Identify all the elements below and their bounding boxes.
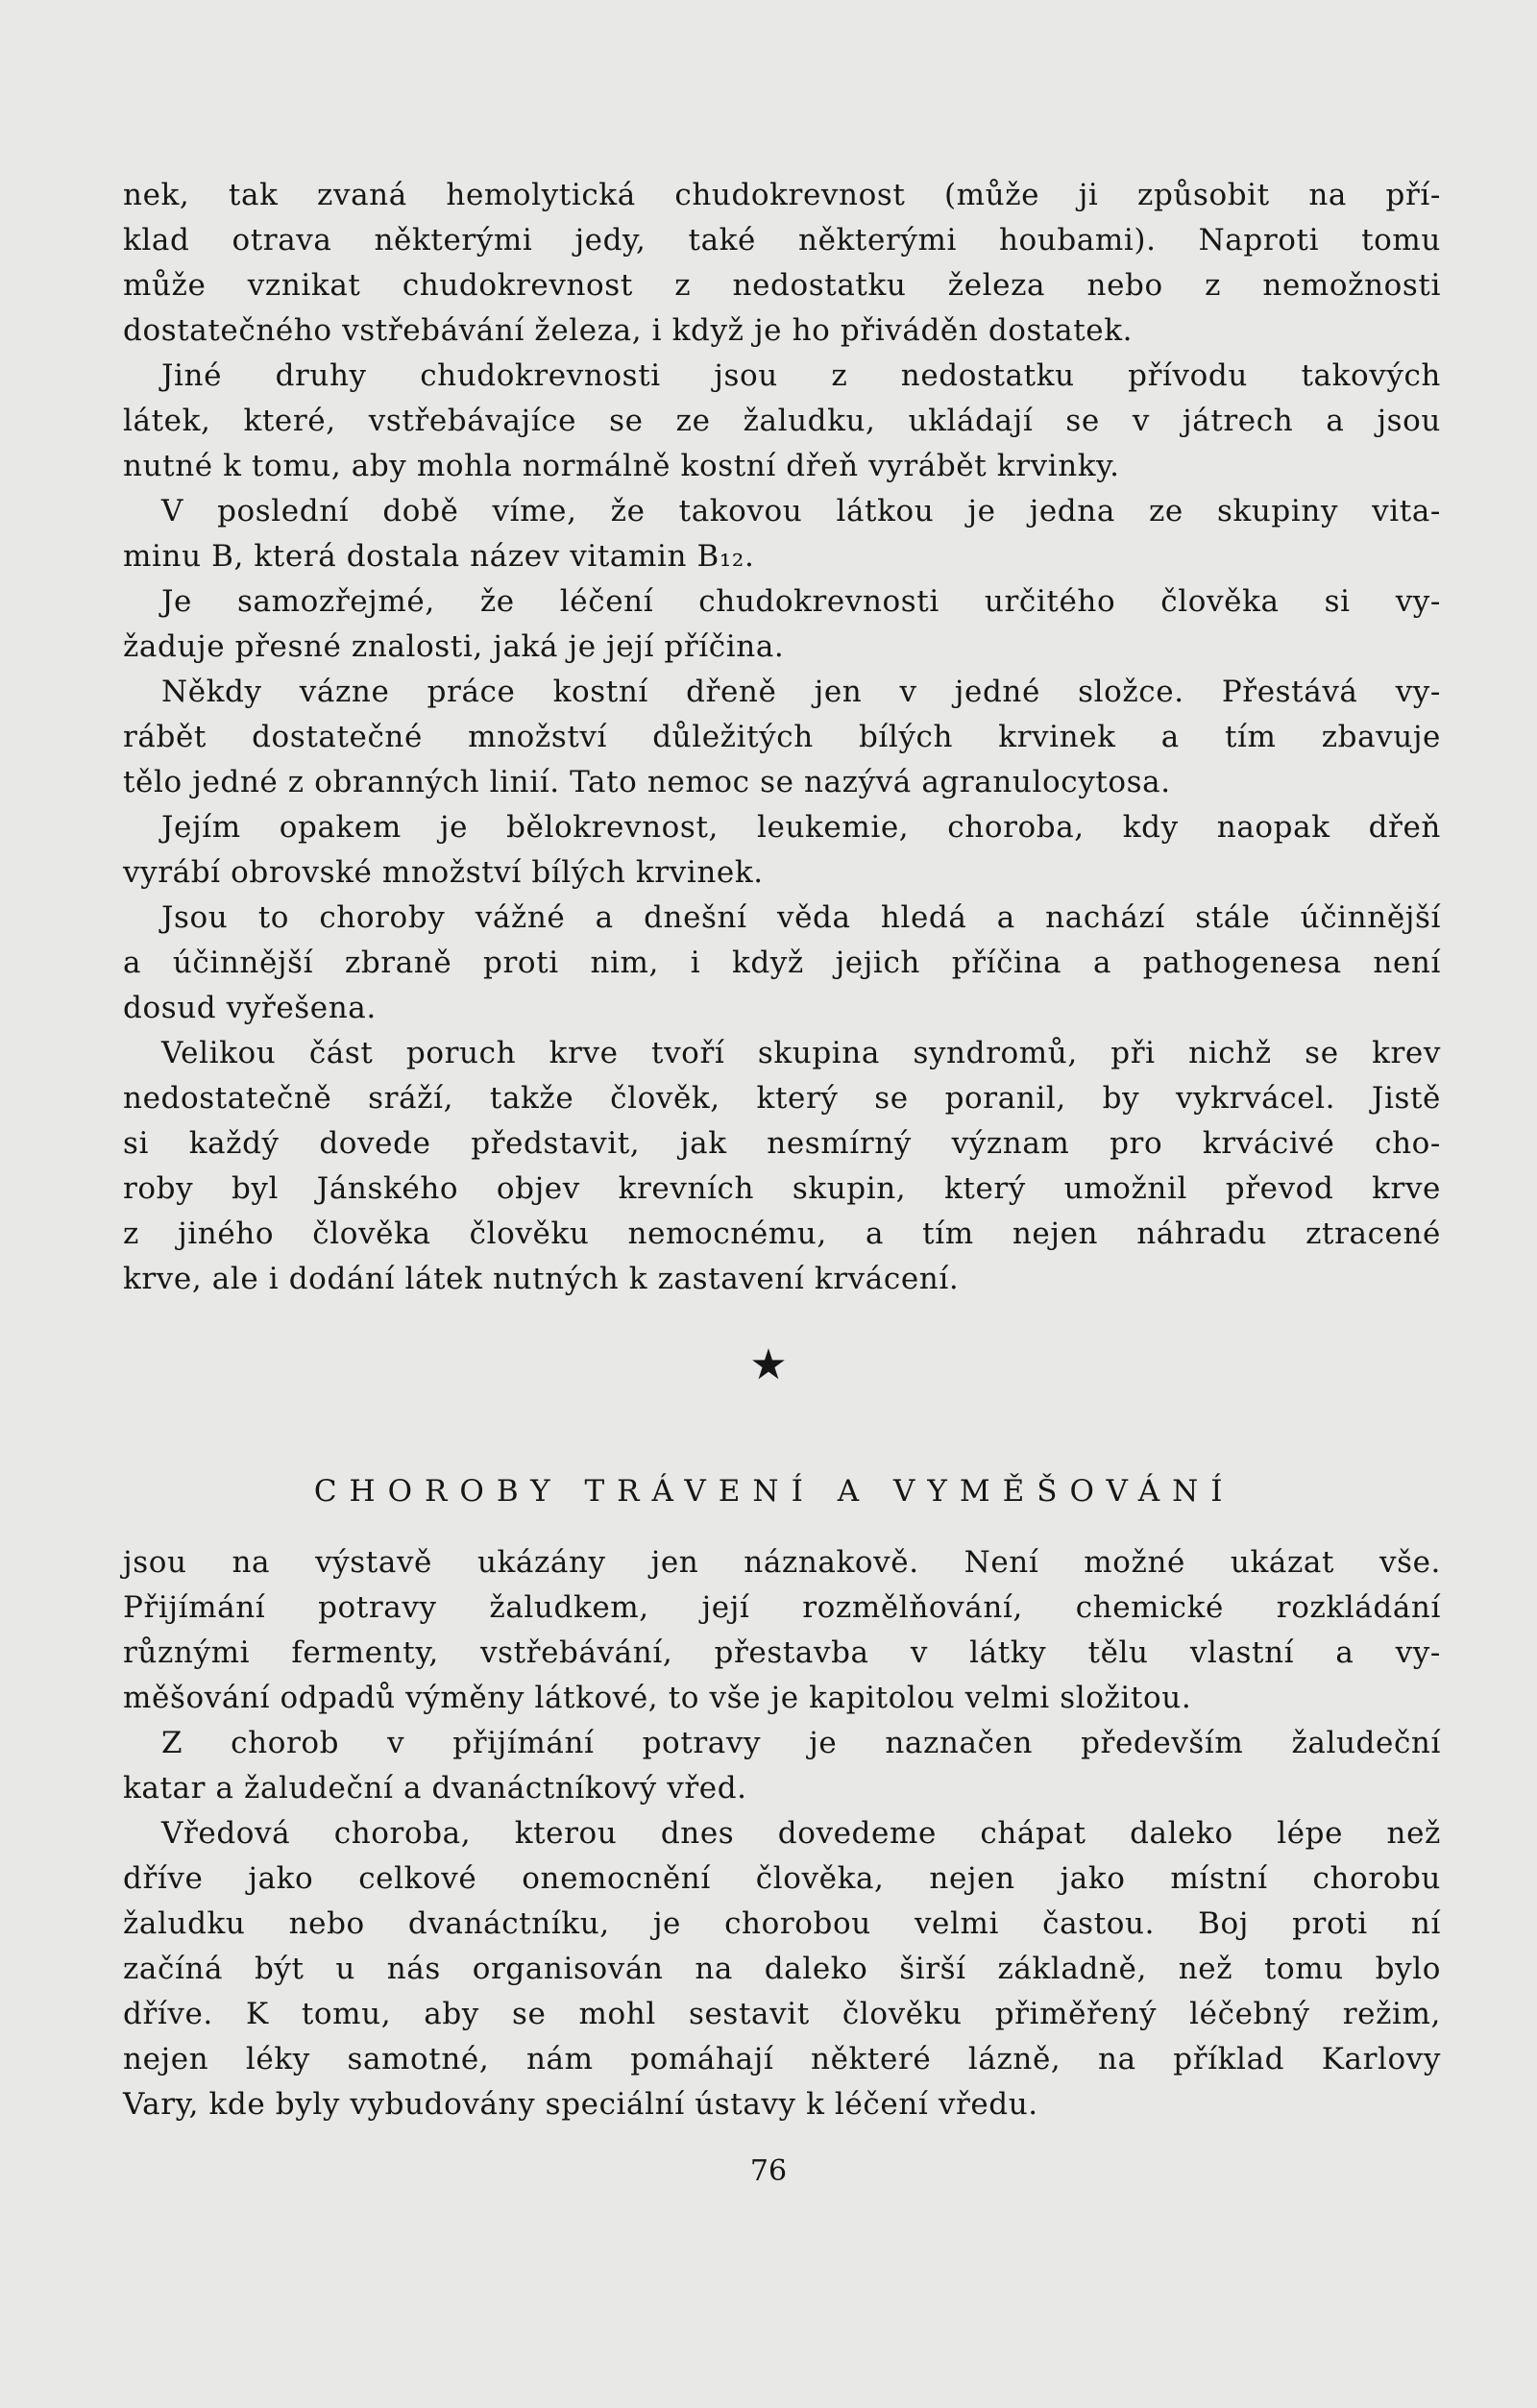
text-line: Vary, kde byly vybudovány speciální ústavy k léčení vředu. (123, 2087, 1038, 2122)
text-line: katar a žaludeční a dvanáctníkový vřed. (123, 1771, 747, 1806)
paragraph (123, 896, 1441, 1031)
text-line: nedostatečně sráží, takže člověk, který se poranil, by vykrvácel. Jistě (123, 1081, 1441, 1116)
section-2-body (123, 1540, 1441, 2127)
text-line: si každý dovede představit, jak nesmírný význam pro krvácivé cho- (123, 1126, 1441, 1161)
text-line: začíná být u nás organisován na daleko širší základně, než tomu bylo (123, 1952, 1441, 1986)
paragraph (123, 579, 1441, 670)
paragraph (123, 489, 1441, 579)
text-line: Jejím opakem je bělokrevnost, leukemie, choroba, kdy naopak dřeň (161, 810, 1441, 845)
paragraph (123, 354, 1441, 489)
text-line: roby byl Jánského objev krevních skupin, který umožnil převod krve (123, 1171, 1441, 1206)
text-line: žaduje přesné znalosti, jaká je její příčina. (123, 629, 785, 664)
text-line: Velikou část poruch krve tvoří skupina syndromů, při nichž se krev (161, 1036, 1441, 1070)
star-icon: ★ (749, 1340, 788, 1389)
text-line: dříve jako celkové onemocnění člověka, nejen jako místní chorobu (123, 1861, 1441, 1896)
text-line: jsou na výstavě ukázány jen náznakově. Není možné ukázat vše. (123, 1545, 1441, 1580)
section-1-body (123, 173, 1441, 1302)
text-line: vyrábí obrovské množství bílých krvinek. (123, 855, 764, 890)
page-number: 76 (749, 2154, 788, 2188)
text-line: rábět dostatečné množství důležitých bílých krvinek a tím zbavuje (123, 720, 1441, 754)
text-line: látek, které, vstřebávajíce se ze žaludku, ukládají se v játrech a jsou (123, 404, 1441, 438)
text-line: žaludku nebo dvanáctníku, je chorobou velmi častou. Boj proti ní (123, 1906, 1441, 1941)
text-line: Přijímání potravy žaludkem, její rozmělňování, chemické rozkládání (123, 1590, 1441, 1625)
text-line: Z chorob v přijímání potravy je naznačen především žaludeční (161, 1726, 1441, 1760)
text-line: dříve. K tomu, aby se mohl sestavit člověku přiměřený léčebný režim, (123, 1997, 1441, 2031)
text-line: měšování odpadů výměny látkové, to vše je kapitolou velmi složitou. (123, 1681, 1192, 1715)
text-line: dosud vyřešena. (123, 991, 377, 1025)
text-line: z jiného člověka člověku nemocnému, a tím nejen náhradu ztracené (123, 1216, 1441, 1251)
paragraph (123, 1721, 1441, 1811)
text-line: Vředová choroba, kterou dnes dovedeme chápat daleko lépe než (161, 1816, 1441, 1851)
text-line: a účinnější zbraně proti nim, i když jejich příčina a pathogenesa není (123, 946, 1441, 980)
text-line: Jsou to choroby vážné a dnešní věda hledá a nachází stále účinnější (161, 900, 1441, 935)
text-line: nejen léky samotné, nám pomáhají některé lázně, na příklad Karlovy (123, 2042, 1441, 2076)
text-line: Někdy vázne práce kostní dřeně jen v jedné složce. Přestává vy- (161, 675, 1441, 709)
paragraph (123, 1811, 1441, 2127)
text-line: Je samozřejmé, že léčení chudokrevnosti určitého člověka si vy- (161, 584, 1441, 619)
text-line: nek, tak zvaná hemolytická chudokrevnost (může ji způsobit na pří- (123, 178, 1441, 212)
paragraph (123, 1031, 1441, 1302)
text-line: V poslední době víme, že takovou látkou je jedna ze skupiny vita- (161, 494, 1441, 528)
section-heading: CHOROBY TRÁVENÍ A VYMĚŠOVÁNÍ (313, 1473, 1235, 1509)
paragraph (123, 805, 1441, 896)
text-line: klad otrava některými jedy, také některými houbami). Naproti tomu (123, 223, 1441, 258)
text-line: různými fermenty, vstřebávání, přestavba v látky tělu vlastní a vy- (123, 1635, 1441, 1670)
paragraph (123, 1540, 1441, 1721)
paragraph (123, 670, 1441, 805)
text-line: dostatečného vstřebávání železa, i když je ho přiváděn dostatek. (123, 313, 1134, 348)
text-line: Jiné druhy chudokrevnosti jsou z nedostatku přívodu takových (161, 358, 1441, 393)
paragraph (123, 173, 1441, 354)
text-line: nutné k tomu, aby mohla normálně kostní dřeň vyrábět krvinky. (123, 449, 1120, 483)
text-line: tělo jedné z obranných linií. Tato nemoc se nazývá agranulocytosa. (123, 765, 1171, 799)
text-line: může vznikat chudokrevnost z nedostatku železa nebo z nemožnosti (123, 268, 1441, 303)
text-line: minu B, která dostala název vitamin B₁₂. (123, 539, 755, 574)
text-line: krve, ale i dodání látek nutných k zastavení krvácení. (123, 1262, 960, 1296)
